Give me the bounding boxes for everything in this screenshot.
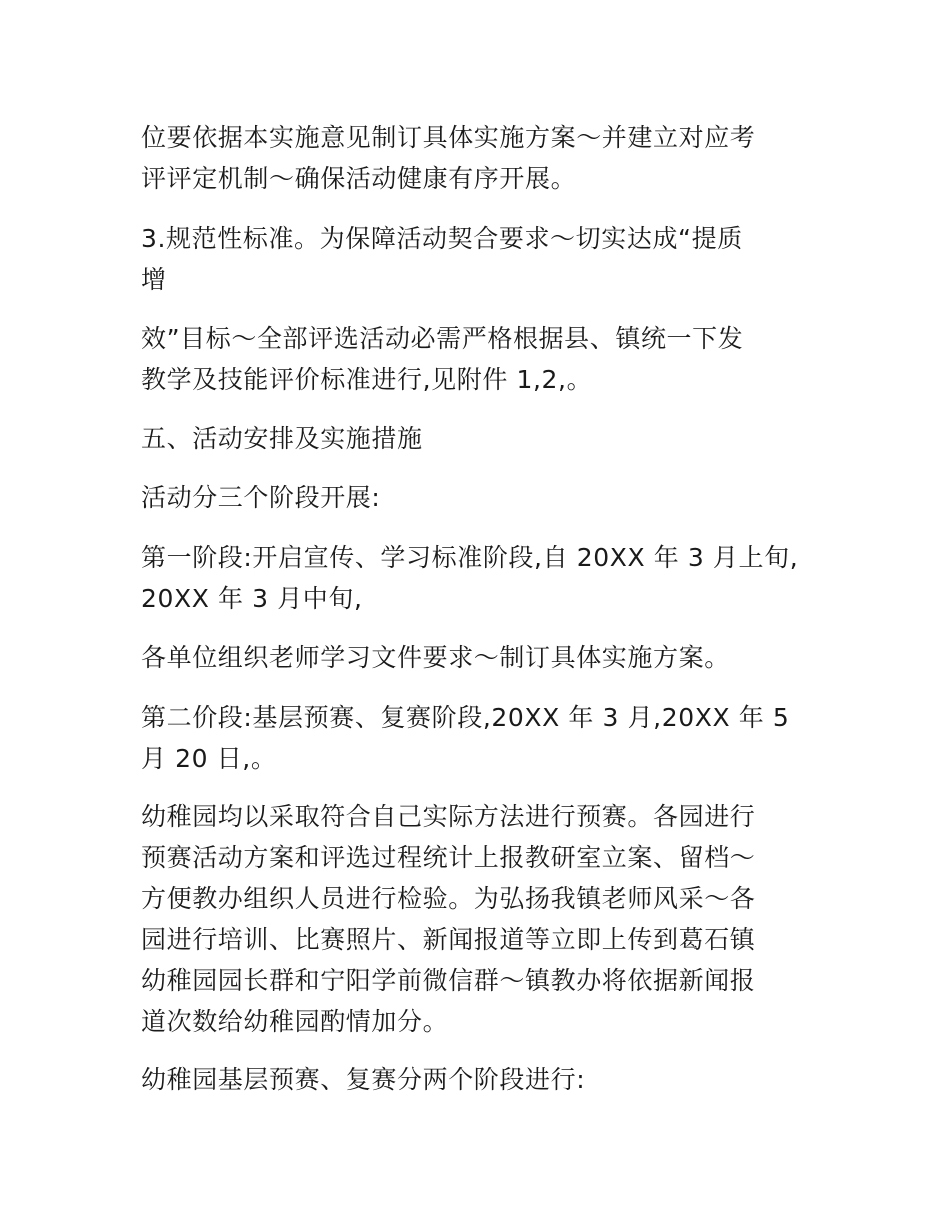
text-line: 幼稚园园长群和宁阳学前微信群～镇教办将依据新闻报 <box>141 966 756 995</box>
text-line: 月 20 日,。 <box>141 744 277 773</box>
text-line: 五、活动安排及实施措施 <box>141 424 423 453</box>
text-line: 方便教办组织人员进行检验。为弘扬我镇老师风采～各 <box>141 884 756 913</box>
paragraph-preliminary-details <box>141 796 821 1042</box>
text-line: 各单位组织老师学习文件要求～制订具体实施方案。 <box>141 643 730 672</box>
text-line: 位要依据本实施意见制订具体实施方案～并建立对应考 <box>141 123 756 152</box>
text-line: 预赛活动方案和评选过程统计上报教研室立案、留档～ <box>141 843 756 872</box>
paragraph-study-requirements <box>141 637 821 678</box>
paragraph-two-phases <box>141 1059 821 1100</box>
text-line: 道次数给幼稚园酌情加分。 <box>141 1007 449 1036</box>
paragraph-three-stages <box>141 477 821 518</box>
paragraph-stage-one <box>141 537 821 619</box>
text-line: 20XX 年 3 月中旬, <box>141 584 363 613</box>
text-line: 第一阶段:开启宣传、学习标准阶段,自 20XX 年 3 月上旬, <box>141 543 799 572</box>
text-line: 增 <box>141 265 167 294</box>
text-line: 教学及技能评价标准进行,见附件 1,2,。 <box>141 365 593 394</box>
paragraph-stage-two <box>141 697 821 779</box>
text-line: 评评定机制～确保活动健康有序开展。 <box>141 164 577 193</box>
text-line: 园进行培训、比赛照片、新闻报道等立即上传到葛石镇 <box>141 925 756 954</box>
text-line: 幼稚园基层预赛、复赛分两个阶段进行: <box>141 1065 586 1094</box>
text-line: 活动分三个阶段开展: <box>141 483 381 512</box>
text-line: 效”目标～全部评选活动必需严格根据县、镇统一下发 <box>141 324 744 353</box>
paragraph-evaluation-standard <box>141 318 821 400</box>
paragraph-standard-3 <box>141 218 821 300</box>
section-heading-five <box>141 418 821 459</box>
paragraph-implementation-plan <box>141 117 821 199</box>
text-line: 3.规范性标准。为保障活动契合要求～切实达成“提质 <box>141 224 743 253</box>
text-line: 幼稚园均以采取符合自己实际方法进行预赛。各园进行 <box>141 802 756 831</box>
text-line: 第二价段:基层预赛、复赛阶段,20XX 年 3 月,20XX 年 5 <box>141 703 790 732</box>
